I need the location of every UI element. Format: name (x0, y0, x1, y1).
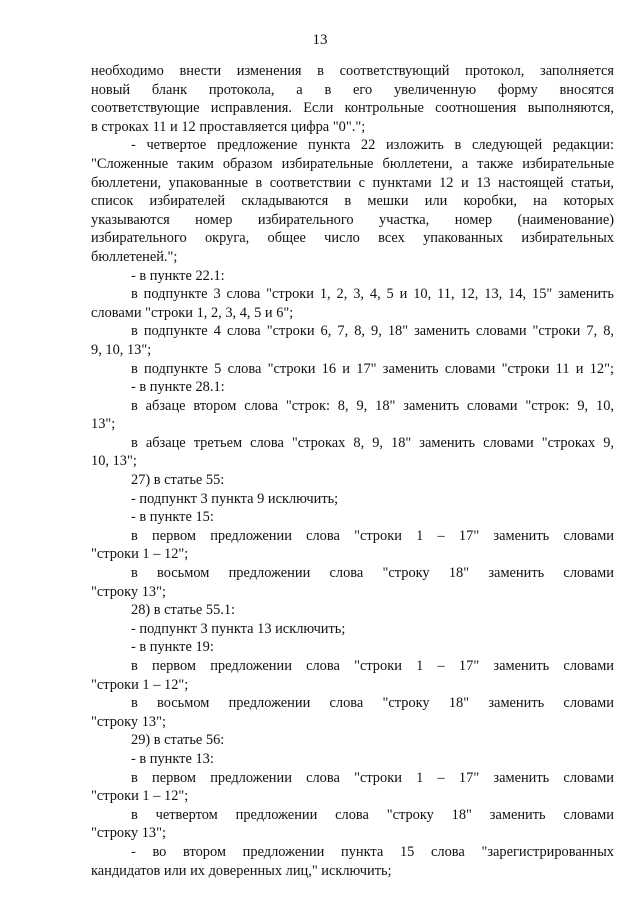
text-line: - подпункт 3 пункта 9 исключить; (131, 490, 339, 507)
text-line: 10, 13"; (91, 453, 137, 470)
text-line: 9, 10, 13"; (91, 341, 152, 358)
text-line: в строках 11 и 12 проставляется цифра "0"."; (91, 118, 366, 135)
text-line: в подпункте 3 слова "строки 1, 2, 3, 4, 5 и 10, 11, 12, 13, 14, 15" заменить (131, 286, 614, 303)
text-line: - в пункте 28.1: (131, 379, 225, 396)
text-line: в подпункте 5 слова "строки 16 и 17" заменить словами "строки 11 и 12"; (131, 360, 614, 377)
text-line: "Сложенные таким образом избирательные бюллетени, а также избирательные (91, 155, 614, 172)
text-line: "строку 13"; (91, 825, 166, 842)
text-line: в восьмом предложении слова "строку 18" заменить словами (131, 565, 614, 582)
text-line: в восьмом предложении слова "строку 18" заменить словами (131, 695, 614, 712)
text-line: бюллетеней."; (91, 248, 178, 265)
text-line: - во втором предложении пункта 15 слова "зарегистрированных (131, 843, 614, 860)
text-line: 13"; (91, 416, 116, 433)
text-line: в четвертом предложении слова "строку 18" заменить словами (131, 806, 614, 823)
page-number: 13 (312, 32, 328, 48)
text-line: "строки 1 – 12"; (91, 676, 189, 693)
text-line: в подпункте 4 слова "строки 6, 7, 8, 9, 18" заменить словами "строки 7, 8, (131, 323, 614, 340)
text-line: - в пункте 15: (131, 509, 214, 526)
text-line: бюллетени, упакованные в соответствии с пунктами 12 и 13 настоящей статьи, (91, 174, 614, 191)
text-line: необходимо внести изменения в соответствующий протокол, заполняется (91, 63, 614, 79)
text-line: "строку 13"; (91, 583, 166, 600)
text-line: "строки 1 – 12"; (91, 788, 189, 805)
text-line: - в пункте 19: (131, 639, 214, 656)
document-body (91, 62, 614, 880)
text-line: в первом предложении слова "строки 1 – 17" заменить словами (131, 527, 614, 544)
text-line: кандидатов или их доверенных лиц," исключить; (91, 862, 392, 879)
text-line: - четвертое предложение пункта 22 изложить в следующей редакции: (131, 137, 614, 154)
text-line: соответствующие исправления. Если контрольные соотношения выполняются, (91, 100, 614, 117)
text-line: 27) в статье 55: (131, 472, 225, 489)
text-line: 28) в статье 55.1: (131, 602, 236, 619)
text-line: словами "строки 1, 2, 3, 4, 5 и 6"; (91, 304, 294, 321)
text-line: указываются номер избирательного участка, номер (наименование) (91, 211, 614, 228)
text-line: в первом предложении слова "строки 1 – 17" заменить словами (131, 769, 614, 786)
text-line: в абзаце третьем слова "строках 8, 9, 18" заменить словами "строках 9, (131, 434, 614, 451)
text-line: - подпункт 3 пункта 13 исключить; (131, 620, 346, 637)
text-line: в абзаце втором слова "строк: 8, 9, 18" заменить словами "строк: 9, 10, (131, 397, 614, 414)
text-line: избирательного округа, общее число всех упакованных избирательных (91, 230, 614, 247)
text-line: - в пункте 13: (131, 750, 214, 767)
text-line: - в пункте 22.1: (131, 267, 225, 284)
text-line: "строки 1 – 12"; (91, 546, 189, 563)
text-line: список избирателей складываются в мешки или коробки, на которых (91, 193, 614, 210)
text-line: "строку 13"; (91, 713, 166, 730)
text-line: в первом предложении слова "строки 1 – 17" заменить словами (131, 658, 614, 674)
text-line: новый бланк протокола, а в его увеличенную форму вносятся (91, 81, 614, 98)
text-line: 29) в статье 56: (131, 732, 225, 749)
